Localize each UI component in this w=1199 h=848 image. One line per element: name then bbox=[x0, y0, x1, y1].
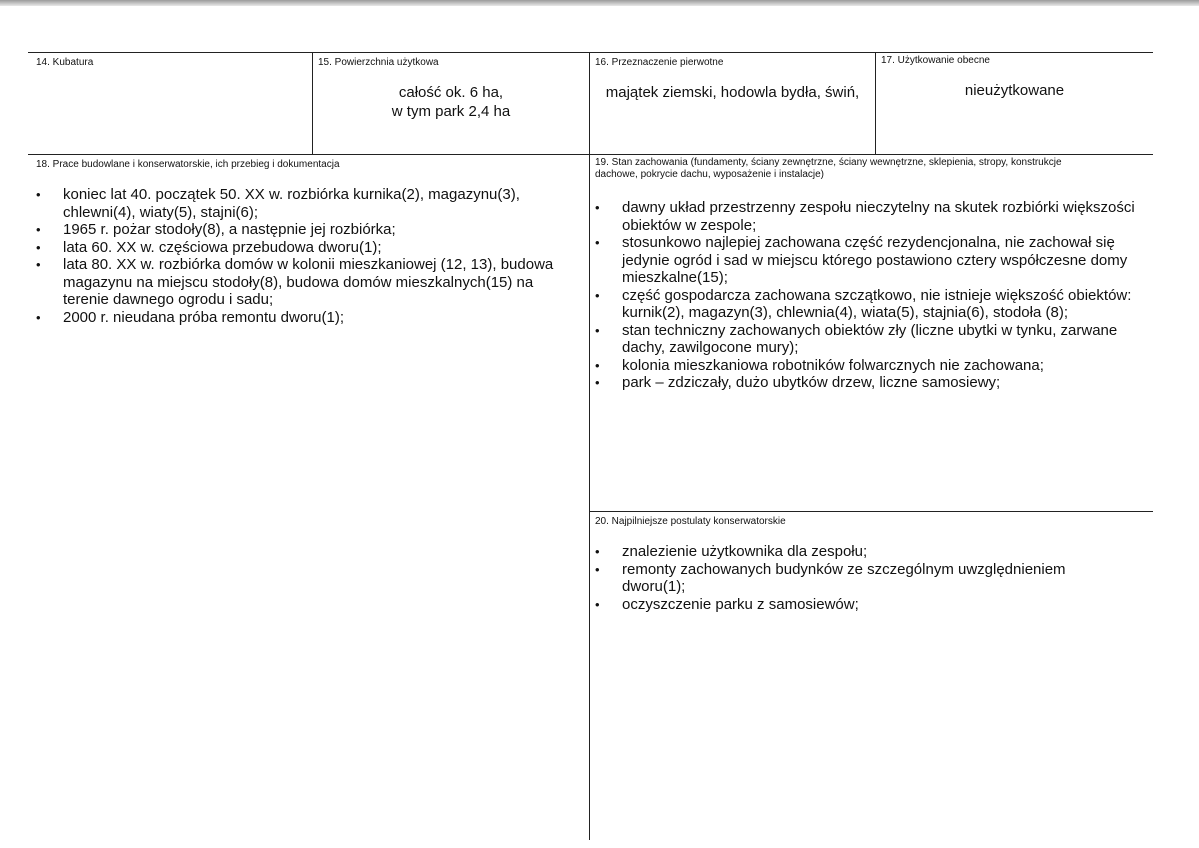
list-item: • lata 80. XX w. rozbiórka domów w kolonii mieszkaniowej (12, 13), budowa magazynu na miejscu stodoły(8), budowa domów mieszkalnych(15) na terenie dawnego ogrodu i sadu; bbox=[36, 256, 568, 309]
row1-divider-3 bbox=[875, 52, 876, 154]
field-20-list bbox=[595, 543, 1095, 613]
list-item: • dawny układ przestrzenny zespołu nieczytelny na skutek rozbiórki większości obiektów w zespole; bbox=[595, 199, 1147, 234]
list-item: • koniec lat 40. początek 50. XX w. rozbiórka kurnika(2), magazynu(3), chlewni(4), wiaty(5), stajni(6); bbox=[36, 186, 568, 221]
list-item: • oczyszczenie parku z samosiewów; bbox=[595, 596, 1095, 614]
section20-top-line bbox=[589, 511, 1153, 512]
list-item: • stosunkowo najlepiej zachowana część rezydencjonalna, nie zachował się jedynie ogród i sad w miejscu którego postawiono cztery współczesne domy mieszkalne(15); bbox=[595, 234, 1147, 287]
list-item: • część gospodarcza zachowana szczątkowo, nie istnieje większość obiektów: kurnik(2), magazyn(3), chlewnia(4), wiata(5), stajnia(6), stodoła (8); bbox=[595, 287, 1147, 322]
list-item: • lata 60. XX w. częściowa przebudowa dworu(1); bbox=[36, 239, 568, 257]
row1-bottom-line bbox=[28, 154, 1153, 155]
field-18-list bbox=[36, 186, 568, 326]
field-16-label: 16. Przeznaczenie pierwotne bbox=[595, 57, 724, 68]
field-15-label: 15. Powierzchnia użytkowa bbox=[318, 57, 439, 68]
field-15-value bbox=[313, 83, 589, 121]
list-item: • remonty zachowanych budynków ze szczególnym uwzględnieniem dworu(1); bbox=[595, 561, 1095, 596]
field-19-list bbox=[595, 199, 1147, 392]
field-15-value-line2: w tym park 2,4 ha bbox=[391, 103, 511, 120]
main-column-divider bbox=[589, 52, 590, 840]
field-14-label: 14. Kubatura bbox=[36, 57, 94, 68]
list-item: • 1965 r. pożar stodoły(8), a następnie jej rozbiórka; bbox=[36, 221, 568, 239]
list-item: • 2000 r. nieudana próba remontu dworu(1); bbox=[36, 309, 568, 327]
field-20-label: 20. Najpilniejsze postulaty konserwatorskie bbox=[595, 516, 786, 527]
scan-top-edge bbox=[0, 0, 1199, 6]
list-item: • stan techniczny zachowanych obiektów zły (liczne ubytki w tynku, zarwane dachy, zawilgocone mury); bbox=[595, 322, 1147, 357]
field-17-value: nieużytkowane bbox=[964, 82, 1065, 99]
field-18-label: 18. Prace budowlane i konserwatorskie, ich przebieg i dokumentacja bbox=[36, 159, 340, 170]
field-15-value-line1: całość ok. 6 ha, bbox=[398, 84, 504, 101]
list-item: • park – zdziczały, dużo ubytków drzew, liczne samosiewy; bbox=[595, 374, 1147, 392]
field-19-label: 19. Stan zachowania (fundamenty, ściany zewnętrzne, ściany wewnętrzne, sklepienia, stropy, konstrukcje dachowe, pokrycie dachu, wyposażenie i instalacje) bbox=[595, 157, 1062, 180]
list-item: • znalezienie użytkownika dla zespołu; bbox=[595, 543, 1095, 561]
list-item: • kolonia mieszkaniowa robotników folwarcznych nie zachowana; bbox=[595, 357, 1147, 375]
field-16-value: majątek ziemski, hodowla bydła, świń, bbox=[605, 84, 860, 101]
row1-top-line bbox=[28, 52, 1153, 53]
field-17-label: 17. Użytkowanie obecne bbox=[881, 55, 990, 66]
